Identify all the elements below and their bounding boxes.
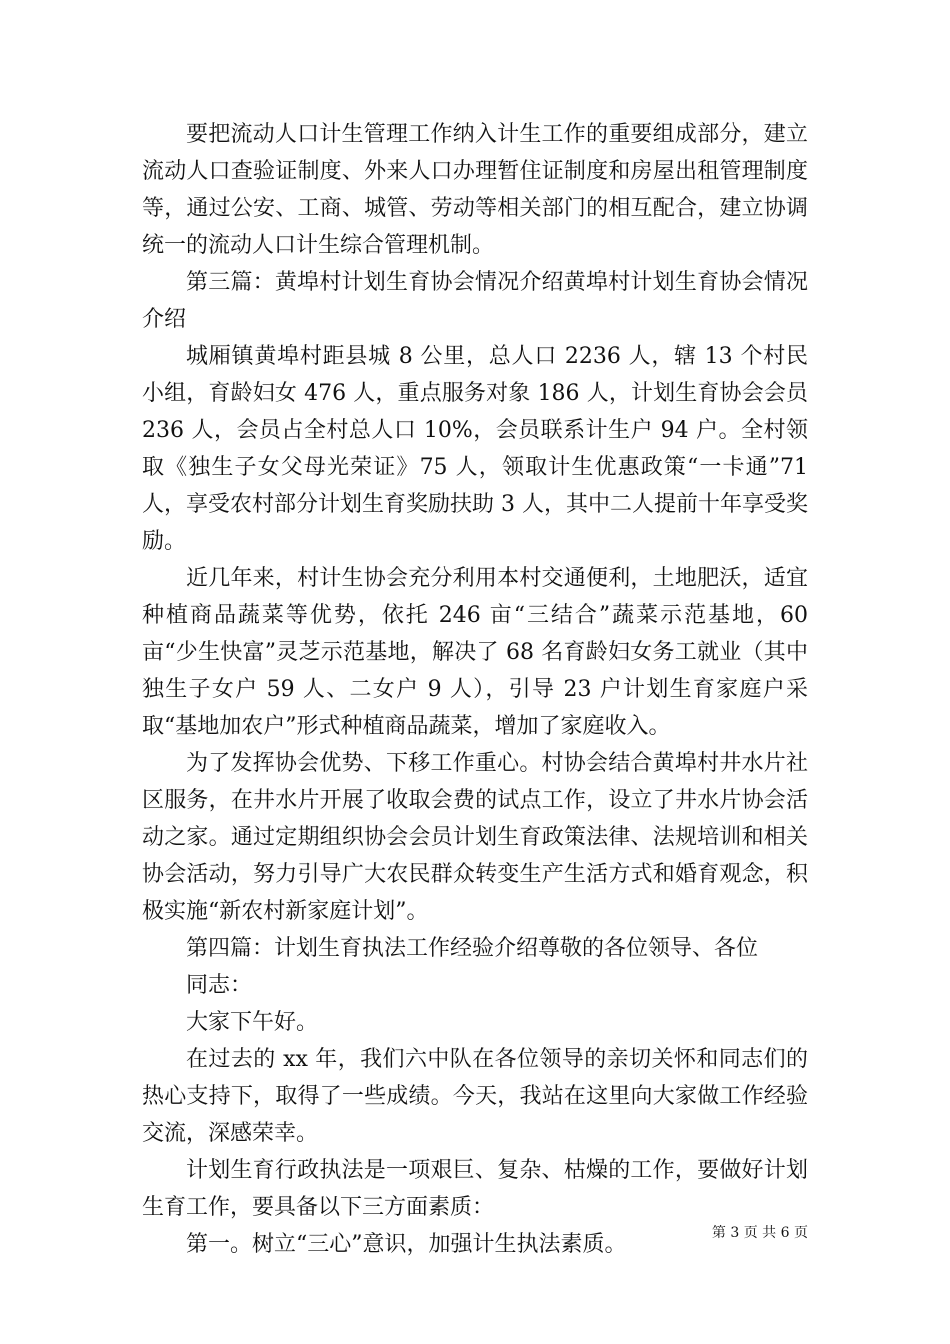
document-body <box>142 116 808 1263</box>
greeting-line: 大家下午好。 <box>186 1010 319 1035</box>
page-number-footer: 第 3 页 共 6 页 <box>711 1225 808 1241</box>
paragraph-achievements: 在过去的 xx 年，我们六中队在各位领导的亲切关怀和同志们的热心支持下，取得了一些成绩。今天，我站在这里向大家做工作经验交流，深感荣幸。 <box>142 1047 808 1146</box>
paragraph-base-development: 近几年来，村计生协会充分利用本村交通便利，土地肥沃，适宜种植商品蔬菜等优势，依托 246 亩“三结合”蔬菜示范基地，60 亩“少生快富”灵芝示范基地，解决了 68 名育龄妇女务工就业（其中独生子女户 59 人、二女户 9 人），引导 23 户计划生育家庭户采取“基地加农户”形式种植商品蔬菜，增加了家庭收入。 <box>142 566 808 739</box>
salutation-line: 同志： <box>186 973 253 998</box>
paragraph-first-point: 第一。树立“三心”意识，加强计生执法素质。 <box>186 1232 627 1257</box>
section-heading-4: 第四篇：计划生育执法工作经验介绍尊敬的各位领导、各位 <box>186 936 759 961</box>
paragraph-association-service: 为了发挥协会优势、下移工作重心。村协会结合黄埠村井水片社区服务，在井水片开展了收取会费的试点工作，设立了井水片协会活动之家。通过定期组织协会会员计划生育政策法律、法规培训和相关协会活动，努力引导广大农民群众转变生产生活方式和婚育观念，积极实施“新农村新家庭计划”。 <box>142 751 808 924</box>
paragraph-village-overview: 城厢镇黄埠村距县城 8 公里，总人口 2236 人，辖 13 个村民小组，育龄妇女 476 人，重点服务对象 186 人，计划生育协会会员 236 人，会员占全村总人口 10%，会员联系计生户 94 户。全村领取《独生子女父母光荣证》75 人，领取计生优惠政策“一卡通”71 人，享受农村部分计划生育奖励扶助 3 人，其中二人提前十年享受奖励。 <box>142 344 808 554</box>
paragraph-enforcement-qualities: 计划生育行政执法是一项艰巨、复杂、枯燥的工作，要做好计划生育工作，要具备以下三方面素质： <box>142 1158 808 1220</box>
paragraph-floating-population: 要把流动人口计生管理工作纳入计生工作的重要组成部分，建立流动人口查验证制度、外来人口办理暂住证制度和房屋出租管理制度等，通过公安、工商、城管、劳动等相关部门的相互配合，建立协调统一的流动人口计生综合管理机制。 <box>142 122 808 258</box>
section-heading-3: 第三篇：黄埠村计划生育协会情况介绍黄埠村计划生育协会情况介绍 <box>142 270 808 332</box>
